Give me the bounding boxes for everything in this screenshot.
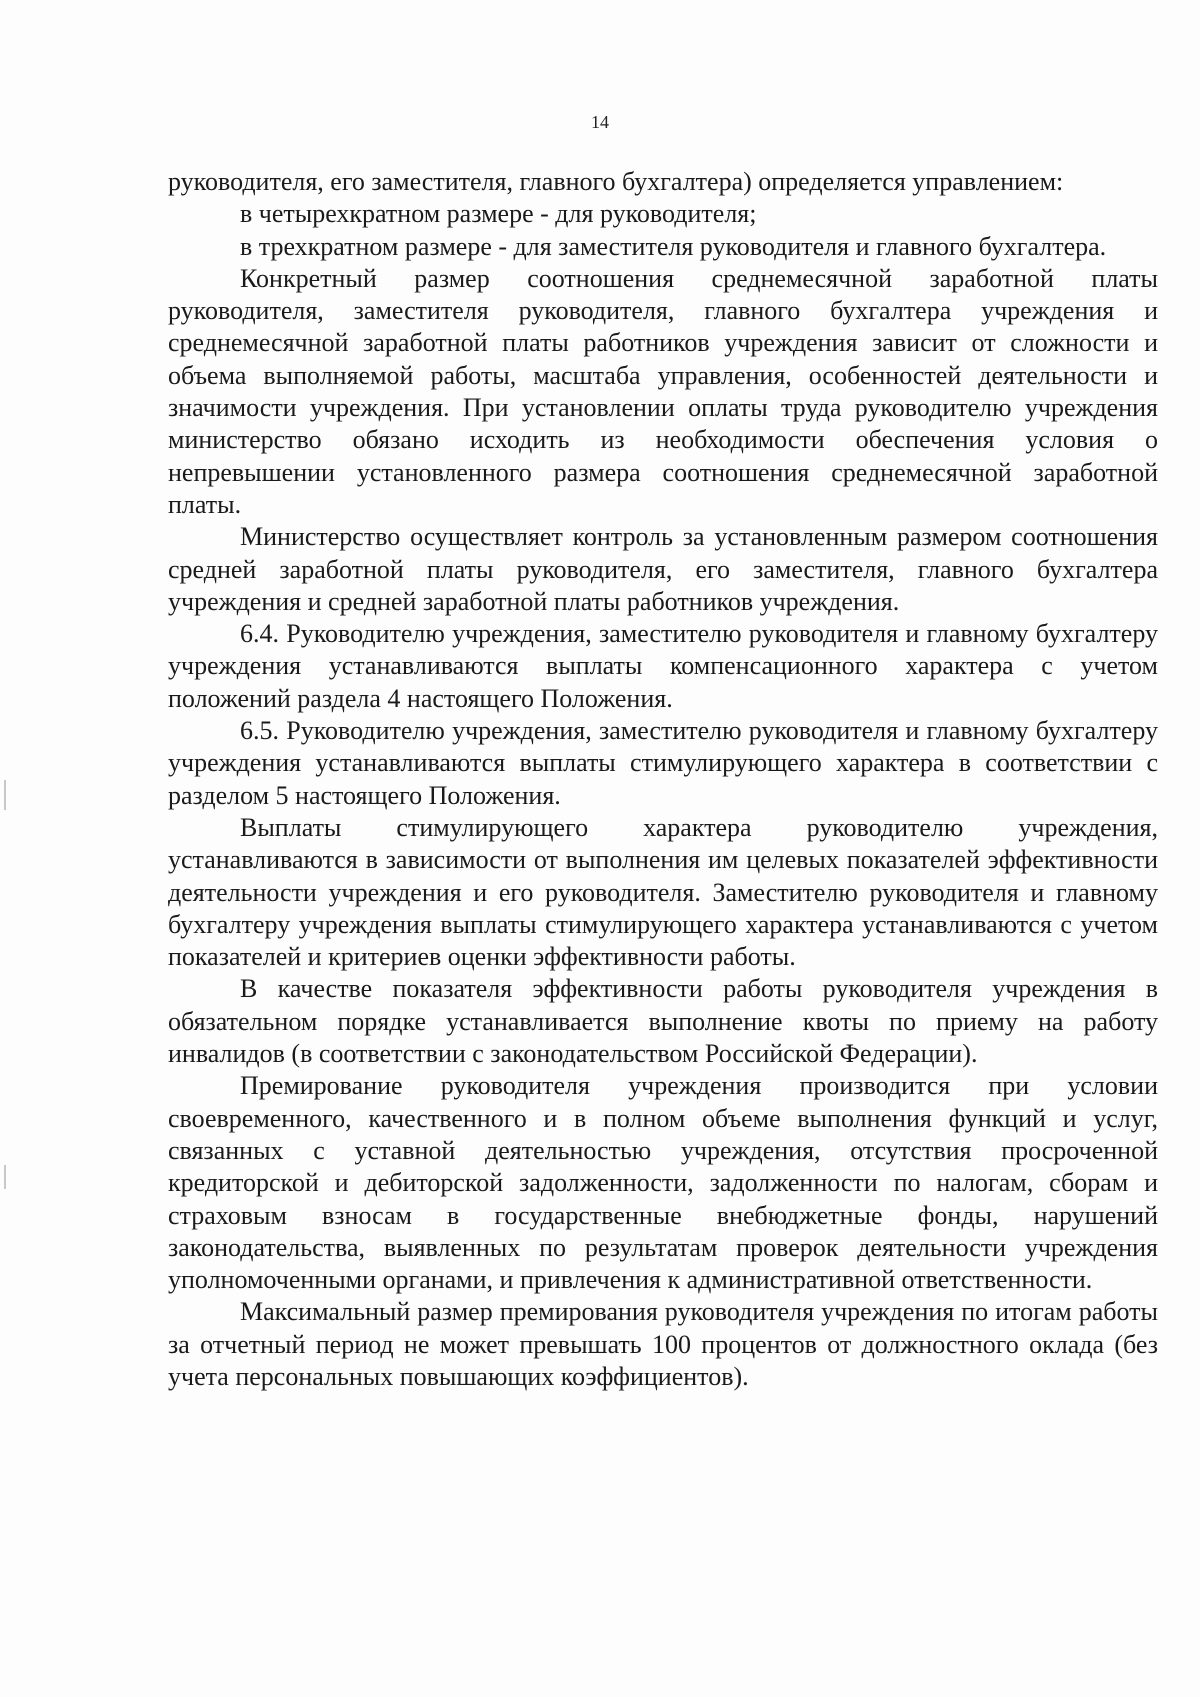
scan-edge-mark (4, 780, 6, 810)
paragraph: руководителя, его заместителя, главного бухгалтера) определяется управлением: (168, 167, 1064, 196)
paragraph: Конкретный размер соотношения среднемесячной заработной платы руководителя, заместителя руководителя, главного бухгалтера учреждения и среднемесячной заработной платы работников учреждения зависит от сложности и объема выполняемой работы, масштаба управления, особенностей деятельности и значимости учреждения. При установлении оплаты труда руководителю учреждения министерство обязано исходить из необходимости обеспечения условия о непревышении установленного размера соотношения среднемесячной заработной платы. (168, 263, 1158, 519)
paragraph: Министерство осуществляет контроль за установленным размером соотношения средней заработной платы руководителя, его заместителя, главного бухгалтера учреждения и средней заработной платы работников учреждения. (168, 522, 1158, 616)
paragraph: Выплаты стимулирующего характера руководителю учреждения, устанавливаются в зависимости от выполнения им целевых показателей эффективности деятельности учреждения и его руководителя. Заместителю руководителя и главному бухгалтеру учреждения выплаты стимулирующего характера устанавливаются с учетом показателей и критериев оценки эффективности работы. (168, 812, 1158, 972)
page-number: 14 (591, 112, 609, 132)
paragraph: Максимальный размер премирования руководителя учреждения по итогам работы за отчетный период не может превышать 100 процентов от должностного оклада (без учета персональных повышающих коэффициентов). (168, 1297, 1158, 1391)
paragraph: 6.5. Руководителю учреждения, заместителю руководителя и главному бухгалтеру учреждения устанавливаются выплаты стимулирующего характера в соответствии с разделом 5 настоящего Положения. (168, 716, 1158, 810)
paragraph: 6.4. Руководителю учреждения, заместителю руководителя и главному бухгалтеру учреждения устанавливаются выплаты компенсационного характера с учетом положений раздела 4 настоящего Положения. (168, 619, 1158, 713)
scan-edge-mark (4, 1165, 6, 1189)
paragraph: В качестве показателя эффективности работы руководителя учреждения в обязательном порядке устанавливается выполнение квоты по приему на работу инвалидов (в соответствии с законодательством Российской Федерации). (168, 974, 1158, 1069)
paragraph: в трехкратном размере - для заместителя руководителя и главного бухгалтера. (240, 231, 1107, 261)
document-body (168, 166, 1158, 1393)
paragraph: в четырехкратном размере - для руководителя; (240, 199, 757, 229)
paragraph: Премирование руководителя учреждения производится при условии своевременного, качественного и в полном объеме выполнения функций и услуг, связанных с уставной деятельностью учреждения, отсутствия просроченной кредиторской и дебиторской задолженности, задолженности по налогам, сборам и страховым взносам в государственные внебюджетные фонды, нарушений законодательства, выявленных по результатам проверок деятельности учреждения уполномоченными органами, и привлечения к административной ответственности. (168, 1071, 1158, 1295)
